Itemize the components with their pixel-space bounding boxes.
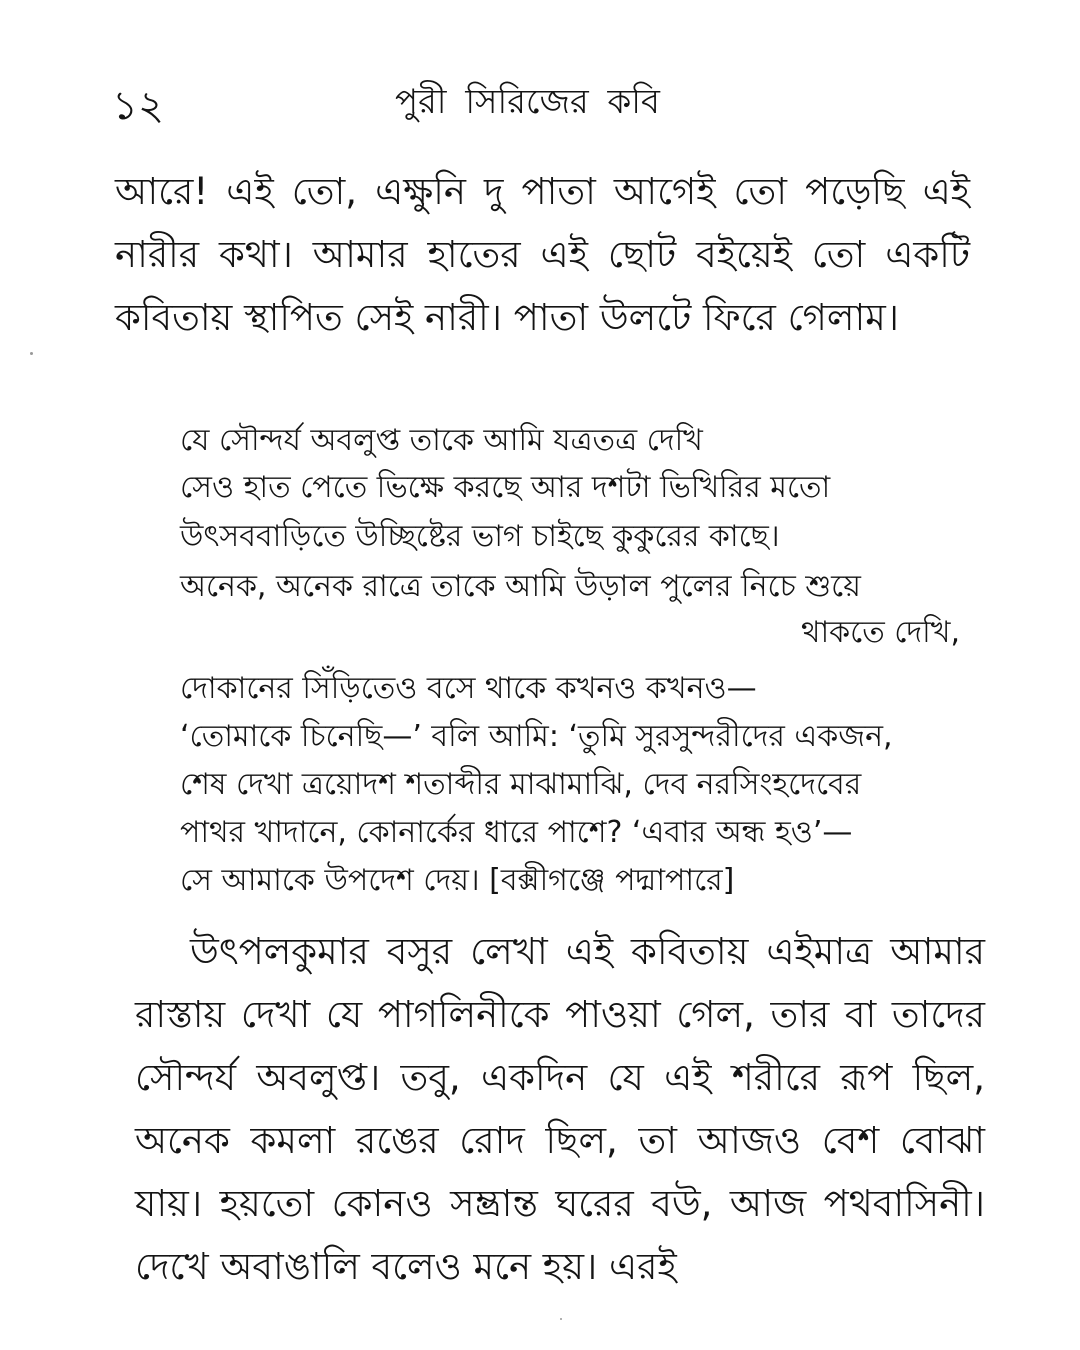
poem-line-4: অনেক, অনেক রাত্রে তাকে আমি উড়াল পুলের নিচে শুয়ে <box>180 569 861 604</box>
poem-line-6: দোকানের সিঁড়িতেও বসে থাকে কখনও কখনও— <box>180 671 757 706</box>
poem-line-8: শেষ দেখা ত্রয়োদশ শতাব্দীর মাঝামাঝি, দেব নরসিংহদেবের <box>180 767 862 802</box>
poem-line-5: থাকতে দেখি, <box>801 615 960 650</box>
poem-line-10: সে আমাকে উপদেশ দেয়। [বক্সীগঞ্জে পদ্মাপারে] <box>180 863 735 898</box>
quoted-poem <box>180 418 960 908</box>
poem-line-7: ‘তোমাকে চিনেছি—’ বলি আমি: ‘তুমি সুরসুন্দরীদের একজন, <box>180 719 893 754</box>
paper-speck <box>560 1318 562 1320</box>
poem-line-9: পাথর খাদানে, কোনার্কের ধারে পাশে? ‘এবার অন্ধ হও’— <box>180 815 853 850</box>
poem-line-2: সেও হাত পেতে ভিক্ষে করছে আর দশটা ভিখিরির মতো <box>180 470 831 505</box>
running-title: পুরী সিরিজের কবি <box>395 82 660 122</box>
body-paragraph-1: আরে! এই তো, এক্ষুনি দু পাতা আগেই তো পড়েছি এই নারীর কথা। আমার হাতের এই ছোট বইয়েই তো একটি কবিতায় স্থাপিত সেই নারী। পাতা উলটে ফিরে গেলাম। <box>115 170 970 339</box>
poem-line-1: যে সৌন্দর্য অবলুপ্ত তাকে আমি যত্রতত্র দেখি <box>180 423 703 458</box>
body-paragraph-2: উৎপলকুমার বসুর লেখা এই কবিতায় এইমাত্র আমার রাস্তায় দেখা যে পাগলিনীকে পাওয়া গেল, তার বা তাদের সৌন্দর্য অবলুপ্ত। তবু, একদিন যে এই শরীরে রূপ ছিল, অনেক কমলা রঙের রোদ ছিল, তা আজও বেশ বোঝা যায়। হয়তো কোনও সম্ভ্রান্ত ঘরের বউ, আজ পথবাসিনী। দেখে অবাঙালি বলেও মনে হয়। এরই <box>135 930 985 1288</box>
poem-line-3: উৎসববাড়িতে উচ্ছিষ্টের ভাগ চাইছে কুকুরের কাছে। <box>180 519 780 554</box>
paper-speck <box>30 352 33 355</box>
page-header <box>0 78 1080 138</box>
page-number: ১২ <box>112 83 164 129</box>
